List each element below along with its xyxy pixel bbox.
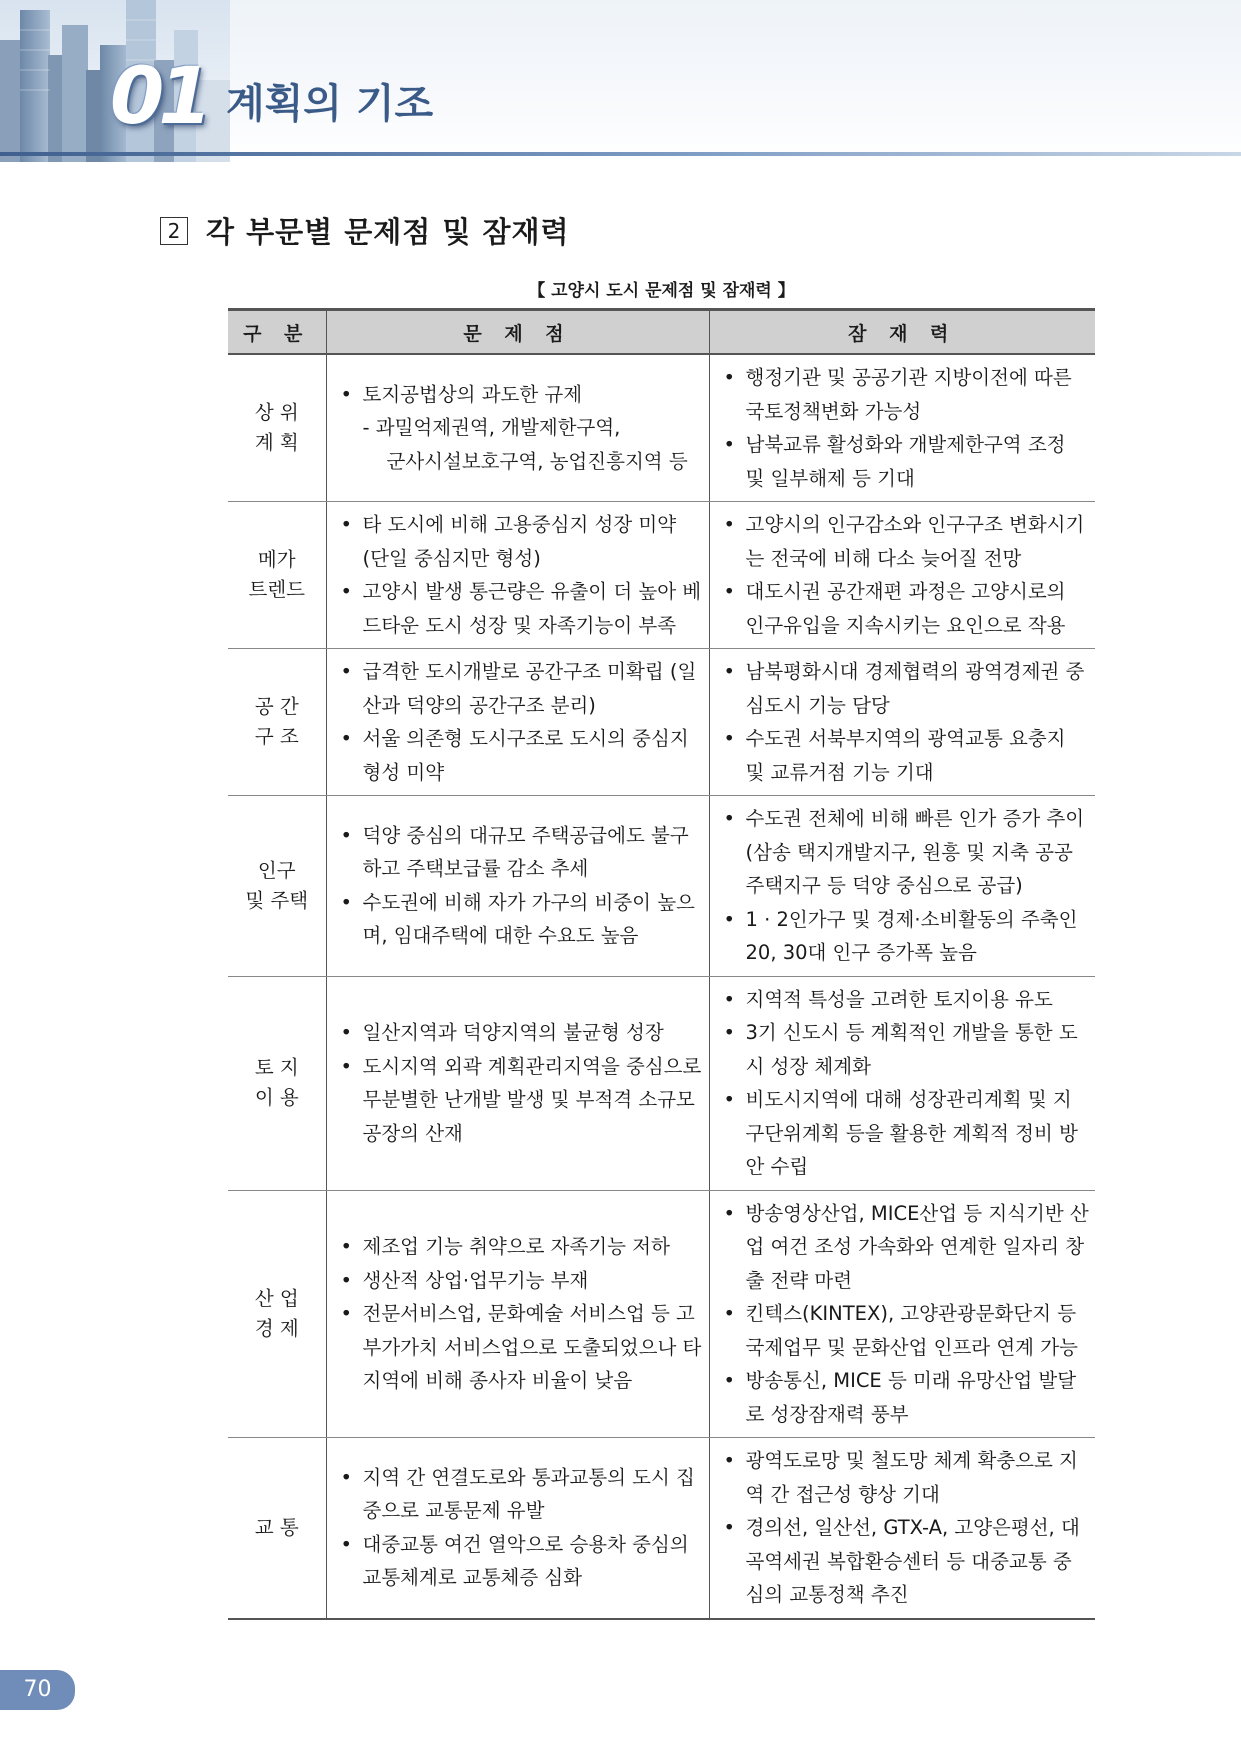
problem-item: • 고양시 발생 통근량은 유출이 더 높아 베드타운 도시 성장 및 자족기능이 부족 — [341, 575, 703, 642]
table-row — [228, 976, 1095, 1190]
banner-divider — [0, 152, 1241, 156]
problem-item: • 전문서비스업, 문화예술 서비스업 등 고부가가치 서비스업으로 도출되었으나 타 지역에 비해 종사자 비율이 낮음 — [341, 1297, 703, 1398]
potential-item: • 행정기관 및 공공기관 지방이전에 따른 국토정책변화 가능성 — [724, 361, 1090, 428]
problem-item: • 서울 의존형 도시구조로 도시의 중심지 형성 미약 — [341, 722, 703, 789]
category-line: 및 주택 — [245, 888, 309, 912]
problem-item: • 타 도시에 비해 고용중심지 성장 미약 (단일 중심지만 형성) — [341, 508, 703, 575]
potential-item: • 방송통신, MICE 등 미래 유망산업 발달로 성장잠재력 풍부 — [724, 1364, 1090, 1431]
row-category — [228, 1190, 326, 1438]
section-number-box: 2 — [160, 217, 188, 245]
potentials-cell — [709, 354, 1095, 502]
problems-cell — [326, 1190, 709, 1438]
potentials-cell — [709, 502, 1095, 649]
table-row — [228, 354, 1095, 502]
problems-cell — [326, 796, 709, 977]
problem-item: • 토지공법상의 과도한 규제 — [341, 378, 703, 412]
potential-item: • 방송영상산업, MICE산업 등 지식기반 산업 여건 조성 가속화와 연계한 일자리 창출 전략 마련 — [724, 1197, 1090, 1298]
potentials-cell — [709, 976, 1095, 1190]
table-row — [228, 1190, 1095, 1438]
header-problems: 문 제 점 — [326, 310, 709, 355]
table-row — [228, 796, 1095, 977]
header-potentials: 잠 재 력 — [709, 310, 1095, 355]
problems-cell — [326, 502, 709, 649]
row-category — [228, 976, 326, 1190]
problems-potentials-table — [228, 308, 1095, 1620]
row-category — [228, 354, 326, 502]
problems-cell — [326, 1438, 709, 1619]
chapter-number: 01 — [110, 52, 207, 142]
potential-item: • 수도권 전체에 비해 빠른 인가 증가 추이 (삼송 택지개발지구, 원흥 및 지축 공공주택지구 등 덕양 중심으로 공급) — [724, 802, 1090, 903]
table-caption: 【 고양시 도시 문제점 및 잠재력 】 — [528, 281, 795, 301]
problems-cell — [326, 649, 709, 796]
potential-item: • 고양시의 인구감소와 인구구조 변화시기는 전국에 비해 다소 늦어질 전망 — [724, 508, 1090, 575]
problem-subitem: - 과밀억제권역, 개발제한구역, — [362, 416, 621, 440]
problem-subitem: 군사시설보호구역, 농업진흥지역 등 — [386, 449, 688, 473]
table-row — [228, 649, 1095, 796]
potential-item: • 경의선, 일산선, GTX-A, 고양은평선, 대곡역세권 복합환승센터 등 대중교통 중심의 교통정책 추진 — [724, 1511, 1090, 1612]
potential-item: • 킨텍스(KINTEX), 고양관광문화단지 등 국제업무 및 문화산업 인프라 연계 가능 — [724, 1297, 1090, 1364]
potentials-cell — [709, 649, 1095, 796]
table-row — [228, 502, 1095, 649]
potential-item: • 3기 신도시 등 계획적인 개발을 통한 도시 성장 체계화 — [724, 1016, 1090, 1083]
row-category — [228, 796, 326, 977]
header-category: 구 분 — [228, 310, 326, 355]
potential-item: • 수도권 서북부지역의 광역교통 요충지 및 교류거점 기능 기대 — [724, 722, 1090, 789]
category-line: 인구 — [257, 858, 296, 882]
potential-item: • 비도시지역에 대해 성장관리계획 및 지구단위계획 등을 활용한 계획적 정비 방안 수립 — [724, 1083, 1090, 1184]
chapter-banner — [0, 0, 1241, 162]
potential-item: • 1 · 2인가구 및 경제·소비활동의 주축인 20, 30대 인구 증가폭 높음 — [724, 903, 1090, 970]
category-line: 교 통 — [254, 1515, 299, 1539]
chapter-title: 계획의 기조 — [226, 81, 434, 127]
problem-item: • 도시지역 외곽 계획관리지역을 중심으로 무분별한 난개발 발생 및 부적격 소규모 공장의 산재 — [341, 1050, 703, 1151]
table-header-row — [228, 310, 1095, 355]
category-line: 트렌드 — [248, 578, 305, 601]
potential-item: • 대도시권 공간재편 과정은 고양시로의 인구유입을 지속시키는 요인으로 작용 — [724, 575, 1090, 642]
category-line: 경 제 — [254, 1316, 299, 1340]
section-title: 각 부문별 문제점 및 잠재력 — [206, 215, 570, 249]
row-category — [228, 1438, 326, 1619]
category-line: 산 업 — [254, 1286, 299, 1310]
potentials-cell — [709, 1190, 1095, 1438]
problem-item: • 수도권에 비해 자가 가구의 비중이 높으며, 임대주택에 대한 수요도 높음 — [341, 886, 703, 953]
row-category — [228, 502, 326, 649]
potentials-cell — [709, 796, 1095, 977]
potential-item: • 남북평화시대 경제협력의 광역경제권 중심도시 기능 담당 — [724, 655, 1090, 722]
category-line: 메가 — [257, 548, 296, 571]
category-line: 토 지 — [254, 1056, 299, 1079]
row-category — [228, 649, 326, 796]
section-heading — [160, 210, 570, 251]
category-line: 구 조 — [254, 725, 299, 748]
page-number: 70 — [0, 1670, 75, 1710]
problems-cell — [326, 354, 709, 502]
potential-item: • 지역적 특성을 고려한 토지이용 유도 — [724, 983, 1090, 1017]
problem-item: • 급격한 도시개발로 공간구조 미확립 (일산과 덕양의 공간구조 분리) — [341, 655, 703, 722]
potentials-cell — [709, 1438, 1095, 1619]
category-line: 이 용 — [254, 1086, 299, 1109]
problem-item: • 일산지역과 덕양지역의 불균형 성장 — [341, 1016, 703, 1050]
problem-item: • 대중교통 여건 열악으로 승용차 중심의 교통체계로 교통체증 심화 — [341, 1528, 703, 1595]
potential-item: • 남북교류 활성화와 개발제한구역 조정 및 일부해제 등 기대 — [724, 428, 1090, 495]
category-line: 상 위 — [254, 401, 299, 424]
problem-item: • 지역 간 연결도로와 통과교통의 도시 집중으로 교통문제 유발 — [341, 1461, 703, 1528]
problem-item: • 생산적 상업·업무기능 부재 — [341, 1264, 703, 1298]
problem-item: • 제조업 기능 취약으로 자족기능 저하 — [341, 1230, 703, 1264]
problems-cell — [326, 976, 709, 1190]
potential-item: • 광역도로망 및 철도망 체계 확충으로 지역 간 접근성 향상 기대 — [724, 1444, 1090, 1511]
table-row — [228, 1438, 1095, 1619]
category-line: 공 간 — [254, 695, 299, 718]
category-line: 계 획 — [254, 431, 299, 454]
problem-item: • 덕양 중심의 대규모 주택공급에도 불구하고 주택보급률 감소 추세 — [341, 819, 703, 886]
